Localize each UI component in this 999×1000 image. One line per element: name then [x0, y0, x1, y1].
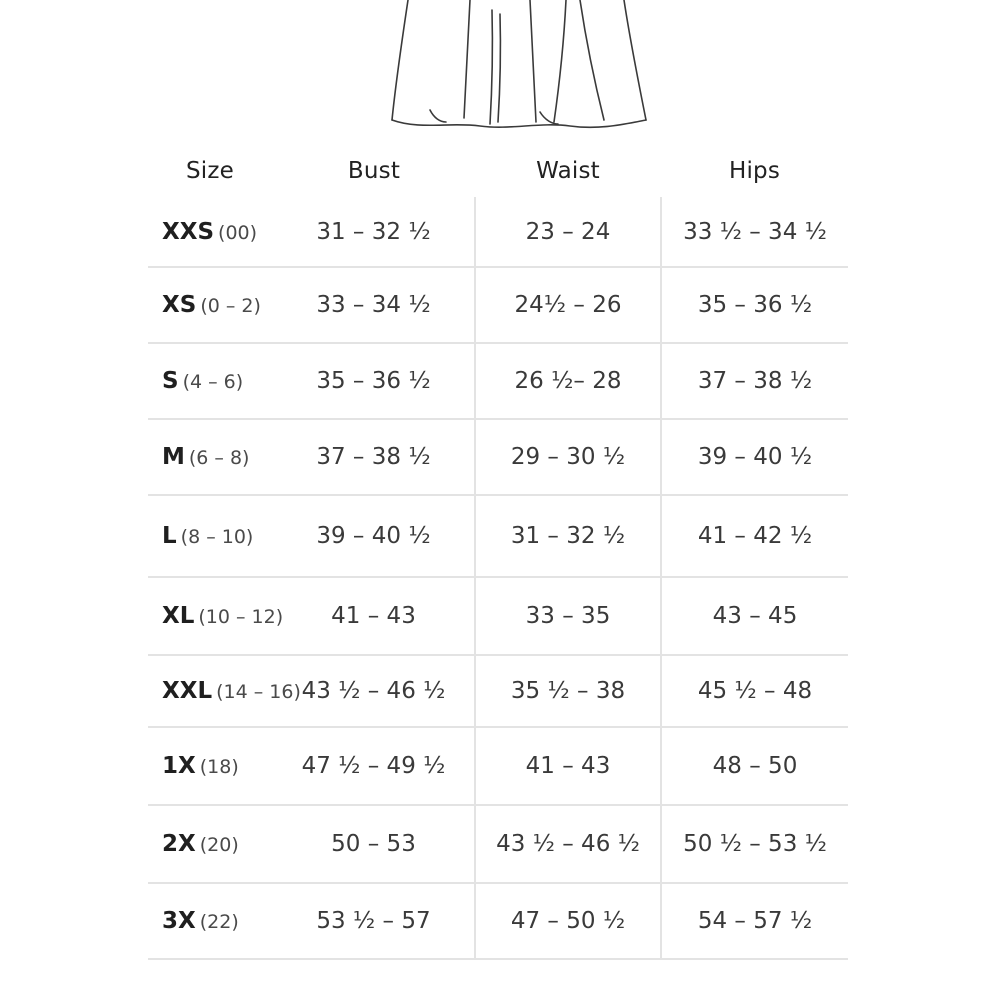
size-cell [148, 655, 301, 727]
waist-cell: 35 ½ – 38 [475, 655, 661, 727]
size-cell [148, 197, 273, 267]
hips-cell: 39 – 40 ½ [661, 419, 848, 495]
table-row [148, 727, 848, 805]
size-code: 3X [162, 908, 196, 934]
size-code: S [162, 368, 179, 394]
dress-skirt-sketch-icon [380, 0, 660, 132]
size-code: XXS [162, 218, 215, 245]
bust-cell: 31 – 32 ½ [273, 197, 475, 267]
hips-cell: 48 – 50 [661, 727, 848, 805]
hips-cell: 45 ½ – 48 [661, 655, 848, 727]
bust-cell: 53 ½ – 57 [273, 883, 475, 959]
waist-cell: 29 – 30 ½ [475, 419, 661, 495]
size-numeric: (0 – 2) [200, 295, 261, 317]
size-code: L [162, 523, 177, 549]
size-cell [148, 267, 273, 343]
size-cell [148, 495, 273, 577]
size-numeric: (18) [199, 756, 239, 778]
hips-cell: 33 ½ – 34 ½ [661, 197, 848, 267]
size-cell [148, 343, 273, 419]
bust-cell: 43 ½ – 46 ½ [273, 655, 475, 727]
table-row [148, 495, 848, 577]
bust-cell: 33 – 34 ½ [273, 267, 475, 343]
table-row [148, 343, 848, 419]
size-cell [148, 727, 273, 805]
column-header-hips: Hips [728, 158, 781, 184]
bust-cell: 37 – 38 ½ [273, 419, 475, 495]
size-numeric: (14 – 16) [216, 681, 301, 703]
bust-cell: 47 ½ – 49 ½ [273, 727, 475, 805]
table-row [148, 577, 848, 655]
size-numeric: (4 – 6) [182, 371, 244, 393]
size-numeric: (6 – 8) [188, 447, 250, 469]
hips-cell: 50 ½ – 53 ½ [661, 805, 848, 883]
size-cell [148, 419, 273, 495]
waist-cell: 23 – 24 [475, 197, 661, 267]
bust-cell: 50 – 53 [273, 805, 475, 883]
size-cell [148, 883, 273, 959]
column-header-waist: Waist [536, 158, 600, 184]
size-chart-table [148, 145, 848, 960]
size-numeric: (10 – 12) [198, 606, 284, 628]
column-header-bust: Bust [347, 158, 401, 184]
waist-cell: 31 – 32 ½ [475, 495, 661, 577]
hips-cell: 54 – 57 ½ [661, 883, 848, 959]
column-header-size: Size [186, 158, 235, 184]
size-numeric: (20) [199, 834, 239, 856]
hips-cell: 37 – 38 ½ [661, 343, 848, 419]
hips-cell: 41 – 42 ½ [661, 495, 848, 577]
table-row [148, 419, 848, 495]
table-row [148, 267, 848, 343]
size-code: M [162, 444, 185, 470]
table-row [148, 805, 848, 883]
table-row [148, 655, 848, 727]
hips-cell: 35 – 36 ½ [661, 267, 848, 343]
waist-cell: 41 – 43 [475, 727, 661, 805]
waist-cell: 43 ½ – 46 ½ [475, 805, 661, 883]
waist-cell: 47 – 50 ½ [475, 883, 661, 959]
bust-cell: 35 – 36 ½ [273, 343, 475, 419]
waist-cell: 24½ – 26 [475, 267, 661, 343]
bust-cell: 41 – 43 [273, 577, 475, 655]
size-chart-header-row [148, 145, 848, 197]
table-row [148, 197, 848, 267]
hips-cell: 43 – 45 [661, 577, 848, 655]
bust-cell: 39 – 40 ½ [273, 495, 475, 577]
size-code: XXL [162, 678, 213, 704]
size-numeric: (22) [199, 911, 239, 933]
size-code: XS [162, 292, 197, 318]
waist-cell: 33 – 35 [475, 577, 661, 655]
table-row [148, 883, 848, 959]
size-code: XL [162, 603, 195, 629]
size-numeric: (00) [218, 221, 258, 244]
size-numeric: (8 – 10) [180, 526, 254, 548]
size-cell [148, 577, 284, 655]
size-code: 1X [162, 753, 196, 779]
size-code: 2X [162, 831, 196, 857]
size-cell [148, 805, 273, 883]
waist-cell: 26 ½– 28 [475, 343, 661, 419]
